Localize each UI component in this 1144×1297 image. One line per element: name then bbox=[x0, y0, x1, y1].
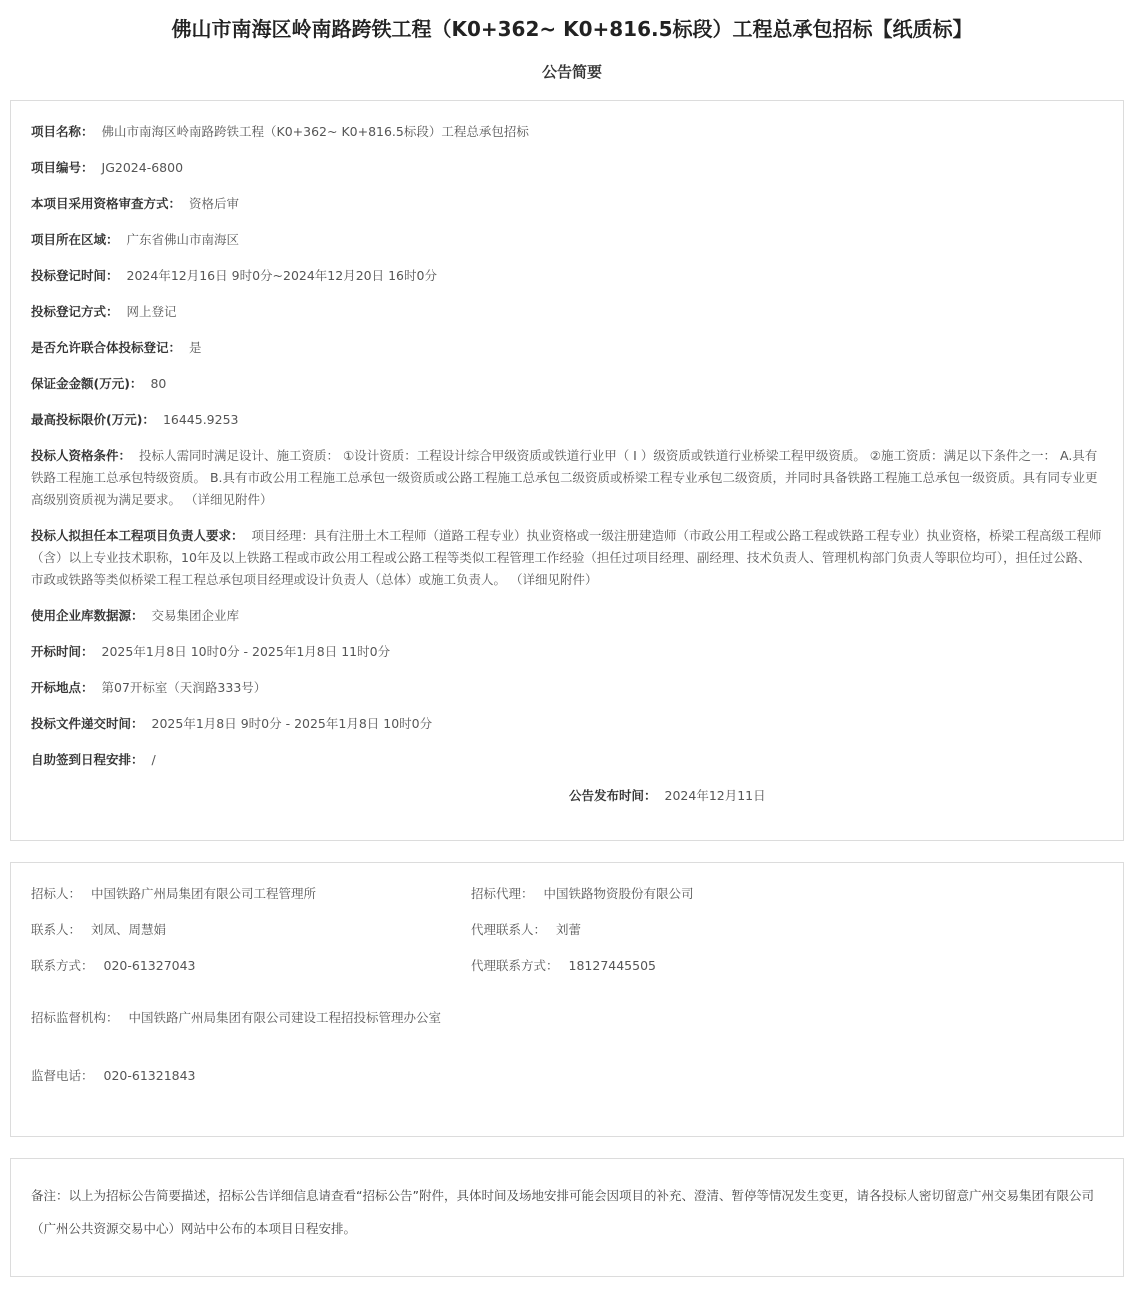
note-panel bbox=[10, 1158, 1124, 1277]
field-label: 投标登记时间： bbox=[31, 268, 119, 283]
contact-label: 代理联系人： bbox=[471, 922, 547, 937]
contact-phone bbox=[31, 955, 461, 977]
contacts-panel bbox=[10, 862, 1124, 1137]
field-value: 是 bbox=[189, 340, 202, 355]
contact-value: 中国铁路物资股份有限公司 bbox=[543, 886, 694, 901]
contact-value: 18127445505 bbox=[568, 958, 656, 973]
field-opening-location bbox=[31, 677, 1103, 699]
field-project-name bbox=[31, 121, 1103, 143]
field-label: 最高投标限价(万元)： bbox=[31, 412, 155, 427]
contact-value: 刘凤、周慧娟 bbox=[91, 922, 167, 937]
field-label: 开标时间： bbox=[31, 644, 94, 659]
field-label: 投标人资格条件： bbox=[31, 448, 132, 463]
contact-label: 代理联系方式： bbox=[471, 958, 559, 973]
field-value: 2024年12月16日 9时0分~2024年12月20日 16时0分 bbox=[126, 268, 437, 283]
tenderer bbox=[31, 883, 461, 905]
contact-value: 020-61327043 bbox=[103, 958, 196, 973]
field-value: 广东省佛山市南海区 bbox=[126, 232, 240, 247]
contact-label: 招标人： bbox=[31, 886, 82, 901]
field-value: 网上登记 bbox=[126, 304, 177, 319]
field-opening-time bbox=[31, 641, 1103, 663]
field-value: JG2024-6800 bbox=[101, 160, 184, 175]
tender-agent bbox=[471, 883, 1071, 905]
publish-date bbox=[569, 785, 1069, 807]
contact-value: 中国铁路广州局集团有限公司工程管理所 bbox=[91, 886, 317, 901]
agent-contact-phone bbox=[471, 955, 1071, 977]
contact-value: 刘蕾 bbox=[556, 922, 582, 937]
field-value: 2025年1月8日 9时0分 - 2025年1月8日 10时0分 bbox=[151, 716, 433, 731]
field-registration-time bbox=[31, 265, 1103, 287]
supervisor-org bbox=[31, 1007, 461, 1029]
field-enterprise-db bbox=[31, 605, 1103, 627]
field-review-method bbox=[31, 193, 1103, 215]
field-registration-method bbox=[31, 301, 1103, 323]
field-value: 交易集团企业库 bbox=[151, 608, 240, 623]
field-label: 项目名称： bbox=[31, 124, 94, 139]
field-consortium-allowed bbox=[31, 337, 1103, 359]
field-label: 项目所在区域： bbox=[31, 232, 119, 247]
field-value: 投标人需同时满足设计、施工资质： ①设计资质：工程设计综合甲级资质或铁道行业甲（ Ⅰ ）级资质或铁道行业桥梁工程甲级资质。 ②施工资质：满足以下条件之一： A.具有铁路工程施工总承包特级资质。 B.具有市政公用工程施工总承包一级资质或公路工程施工总承包二级资质或桥梁工程专业承包二级资质，并同时具备铁路工程施工总承包一级资质。具有同专业更高级别资质视为满足要求。 （详细见附件） bbox=[31, 448, 1098, 507]
supervisor-phone bbox=[31, 1065, 461, 1087]
field-self-checkin bbox=[31, 749, 1103, 771]
field-deposit bbox=[31, 373, 1103, 395]
field-project-number bbox=[31, 157, 1103, 179]
field-label: 自助签到日程安排： bbox=[31, 752, 144, 767]
field-region bbox=[31, 229, 1103, 251]
contact-label: 招标监督机构： bbox=[31, 1010, 119, 1025]
field-value: 80 bbox=[150, 376, 167, 391]
field-manager-requirement bbox=[31, 525, 1103, 591]
agent-contact-person bbox=[471, 919, 1071, 941]
contact-label: 招标代理： bbox=[471, 886, 534, 901]
field-value: 第07开标室（天润路333号） bbox=[101, 680, 267, 695]
field-label: 投标文件递交时间： bbox=[31, 716, 144, 731]
publish-value: 2024年12月11日 bbox=[664, 788, 766, 803]
contact-value: 中国铁路广州局集团有限公司建设工程招投标管理办公室 bbox=[128, 1010, 442, 1025]
field-label: 本项目采用资格审查方式： bbox=[31, 196, 182, 211]
contact-label: 监督电话： bbox=[31, 1068, 94, 1083]
publish-label: 公告发布时间： bbox=[569, 788, 657, 803]
contact-label: 联系人： bbox=[31, 922, 82, 937]
contact-label: 联系方式： bbox=[31, 958, 94, 973]
field-value: 佛山市南海区岭南路跨铁工程（K0+362~ K0+816.5标段）工程总承包招标 bbox=[101, 124, 529, 139]
field-label: 使用企业库数据源： bbox=[31, 608, 144, 623]
field-max-price bbox=[31, 409, 1103, 431]
field-label: 投标人拟担任本工程项目负责人要求： bbox=[31, 528, 244, 543]
field-label: 开标地点： bbox=[31, 680, 94, 695]
field-value: 项目经理：具有注册土木工程师（道路工程专业）执业资格或一级注册建造师（市政公用工程或公路工程或铁路工程专业）执业资格，桥梁工程高级工程师（含）以上专业技术职称，10年及以上铁路工程或市政公用工程或公路工程等类似工程管理工作经验（担任过项目经理、副经理、技术负责人、管理机构部门负责人等职位均可），担任过公路、市政或铁路等类似桥梁工程工程总承包项目经理或设计负责人（总体）或施工负责人。 （详细见附件） bbox=[31, 528, 1102, 587]
field-value: 2025年1月8日 10时0分 - 2025年1月8日 11时0分 bbox=[101, 644, 391, 659]
field-value: 16445.9253 bbox=[162, 412, 239, 427]
field-label: 投标登记方式： bbox=[31, 304, 119, 319]
field-label: 项目编号： bbox=[31, 160, 94, 175]
contact-person bbox=[31, 919, 461, 941]
field-value: / bbox=[151, 752, 156, 767]
page-subtitle: 公告简要 bbox=[541, 63, 602, 81]
field-submission-time bbox=[31, 713, 1103, 735]
page-title: 佛山市南海区岭南路跨铁工程（K0+362~ K0+816.5标段）工程总承包招标【纸质标】 bbox=[171, 17, 973, 41]
field-label: 是否允许联合体投标登记： bbox=[31, 340, 182, 355]
note-text: 备注：以上为招标公告简要描述，招标公告详细信息请查看“招标公告”附件，具体时间及场地安排可能会因项目的补充、澄清、暂停等情况发生变更，请各投标人密切留意广州交易集团有限公司（广州公共资源交易中心）网站中公布的本项目日程安排。 bbox=[31, 1188, 1094, 1236]
summary-panel bbox=[10, 100, 1124, 841]
field-value: 资格后审 bbox=[189, 196, 240, 211]
field-label: 保证金金额(万元)： bbox=[31, 376, 143, 391]
field-qualification bbox=[31, 445, 1103, 511]
contact-value: 020-61321843 bbox=[103, 1068, 196, 1083]
